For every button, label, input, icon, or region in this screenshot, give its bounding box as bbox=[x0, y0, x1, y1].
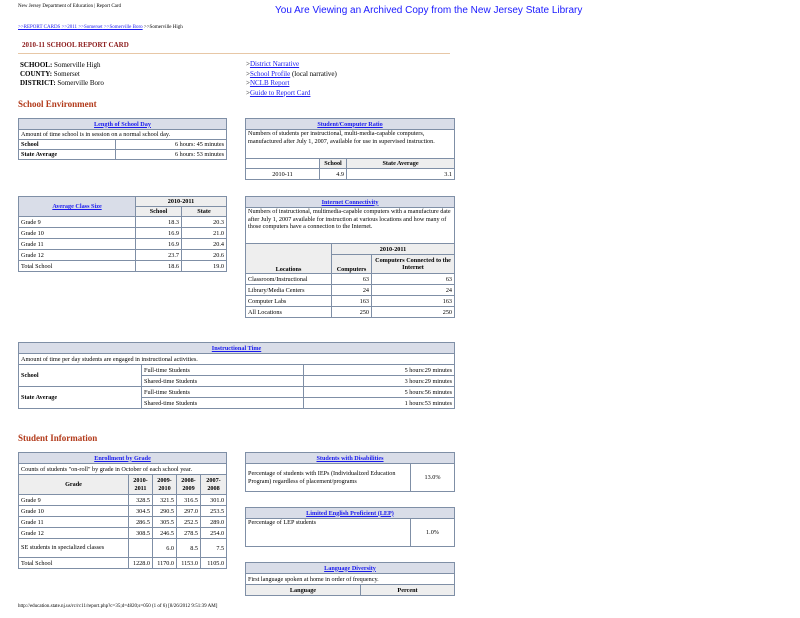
disabilities-value: 13.0% bbox=[411, 464, 455, 492]
archive-banner: You Are Viewing an Archived Copy from the New Jersey State Library bbox=[275, 5, 583, 16]
internet-col-locations: Locations bbox=[246, 244, 332, 274]
county-label: COUNTY: bbox=[20, 70, 53, 78]
disabilities-desc: Percentage of students with IEPs (Individualized Education Program) regardless of placement/programs bbox=[246, 464, 411, 492]
school-day-desc: Amount of time school is in session on a normal school day. bbox=[19, 130, 227, 140]
school-label: SCHOOL: bbox=[20, 61, 53, 69]
school-day-row-value: 6 hours: 53 minutes bbox=[116, 150, 227, 160]
title-divider bbox=[18, 53, 450, 54]
internet-col-computers: Computers bbox=[332, 255, 372, 274]
enrollment-value: 316.5 bbox=[177, 495, 201, 506]
enrollment-value: 246.5 bbox=[153, 528, 177, 539]
enrollment-value: 289.0 bbox=[201, 517, 227, 528]
enrollment-grade: Grade 12 bbox=[19, 528, 129, 539]
class-size-grade: Grade 9 bbox=[19, 217, 136, 228]
breadcrumb-school: >>Somerville High bbox=[142, 25, 183, 30]
enrollment-col-year: 2007-2008 bbox=[201, 475, 227, 495]
internet-title-cell bbox=[246, 197, 455, 208]
internet-connected: 250 bbox=[372, 307, 455, 318]
instructional-time-school-shared: 3 hours:29 minutes bbox=[304, 376, 455, 387]
district-name: Somerville Boro bbox=[57, 79, 104, 87]
computer-ratio-desc: Numbers of students per instructional, multi-media-capable computers, manufactured after July 1, 2007, available for use in supervised instruction. bbox=[246, 130, 455, 159]
section-student-information: Student Information bbox=[18, 433, 98, 443]
enrollment-value: 290.5 bbox=[153, 506, 177, 517]
enrollment-value: 1105.0 bbox=[201, 558, 227, 569]
class-size-state-value: 20.3 bbox=[182, 217, 227, 228]
class-size-school-value: 16.9 bbox=[136, 228, 182, 239]
enrollment-value: 253.5 bbox=[201, 506, 227, 517]
class-size-table bbox=[18, 196, 227, 272]
language-col-language: Language bbox=[246, 585, 361, 596]
computer-ratio-col-school: School bbox=[320, 159, 347, 169]
language-table bbox=[245, 562, 455, 596]
county-name: Somerset bbox=[53, 70, 80, 78]
class-size-state-value: 19.0 bbox=[182, 261, 227, 272]
enrollment-value: 286.5 bbox=[129, 517, 153, 528]
school-day-table bbox=[18, 118, 227, 160]
instructional-time-title[interactable]: Instructional Time bbox=[211, 344, 262, 352]
enrollment-value: 305.5 bbox=[153, 517, 177, 528]
internet-table bbox=[245, 196, 455, 318]
internet-computers: 163 bbox=[332, 296, 372, 307]
enrollment-grade: SE students in specialized classes bbox=[19, 539, 129, 558]
enrollment-value: 278.5 bbox=[177, 528, 201, 539]
class-size-col-state: State bbox=[182, 207, 227, 217]
enrollment-value: 321.5 bbox=[153, 495, 177, 506]
internet-location: Library/Media Centers bbox=[246, 285, 332, 296]
instructional-time-full-label: Full-time Students bbox=[142, 387, 304, 398]
internet-title[interactable]: Internet Connectivity bbox=[321, 198, 379, 206]
link-school-profile-note: (local narrative) bbox=[290, 69, 337, 78]
computer-ratio-year: 2010-11 bbox=[246, 169, 320, 180]
enrollment-title[interactable]: Enrollment by Grade bbox=[94, 454, 151, 462]
school-info bbox=[20, 61, 104, 88]
internet-computers: 250 bbox=[332, 307, 372, 318]
disabilities-table bbox=[245, 452, 455, 492]
enrollment-value: 6.0 bbox=[153, 539, 177, 558]
enrollment-value: 252.5 bbox=[177, 517, 201, 528]
class-size-grade: Total School bbox=[19, 261, 136, 272]
enrollment-title-cell bbox=[19, 453, 227, 464]
internet-desc: Numbers of instructional, multimedia-capable computers with a manufacture date after July 1, 2007 available for instruction at various locations and how many of those computers have a connection to the Internet. bbox=[246, 208, 455, 244]
instructional-time-school-label: School bbox=[19, 365, 142, 387]
enrollment-col-year: 2010-2011 bbox=[129, 475, 153, 495]
instructional-time-state-label: State Average bbox=[19, 387, 142, 409]
instructional-time-school-full: 5 hours:29 minutes bbox=[304, 365, 455, 376]
instructional-time-table bbox=[18, 342, 455, 409]
class-size-school-value: 16.9 bbox=[136, 239, 182, 250]
lep-desc: Percentage of LEP students bbox=[246, 519, 411, 547]
class-size-title[interactable]: Average Class Size bbox=[52, 203, 102, 210]
class-size-state-value: 20.4 bbox=[182, 239, 227, 250]
enrollment-value bbox=[129, 539, 153, 558]
internet-location: Computer Labs bbox=[246, 296, 332, 307]
enrollment-value: 328.5 bbox=[129, 495, 153, 506]
computer-ratio-title[interactable]: Student/Computer Ratio bbox=[317, 120, 383, 128]
enrollment-desc: Counts of students "on-roll" by grade in October of each school year. bbox=[19, 464, 227, 475]
breadcrumb-county[interactable]: >>Somerset bbox=[77, 25, 103, 30]
enrollment-value: 304.5 bbox=[129, 506, 153, 517]
class-size-title-cell bbox=[19, 197, 136, 217]
lep-title[interactable]: Limited English Proficient (LEP) bbox=[306, 509, 394, 517]
class-size-grade: Grade 10 bbox=[19, 228, 136, 239]
enrollment-value: 297.0 bbox=[177, 506, 201, 517]
language-title-cell bbox=[246, 563, 455, 574]
class-size-col-school: School bbox=[136, 207, 182, 217]
enrollment-value: 301.0 bbox=[201, 495, 227, 506]
page-header-dept: New Jersey Department of Education | Report Card bbox=[18, 4, 122, 9]
district-label: DISTRICT: bbox=[20, 79, 56, 87]
computer-ratio-title-cell bbox=[246, 119, 455, 130]
class-size-state-value: 20.6 bbox=[182, 250, 227, 261]
enrollment-value: 1228.0 bbox=[129, 558, 153, 569]
link-guide[interactable]: Guide to Report Card bbox=[249, 88, 311, 97]
school-day-title-cell bbox=[19, 119, 227, 130]
enrollment-value: 1153.0 bbox=[177, 558, 201, 569]
instructional-time-shared-label: Shared-time Students bbox=[142, 398, 304, 409]
related-links: >District Narrative >School Profile (local narrative) >NCLB Report >Guide to Report Card bbox=[246, 60, 337, 97]
breadcrumb-year[interactable]: >>2011 bbox=[60, 25, 78, 30]
lep-table bbox=[245, 507, 455, 547]
instructional-time-state-shared: 1 hours:53 minutes bbox=[304, 398, 455, 409]
link-nclb-report[interactable]: NCLB Report bbox=[249, 79, 290, 87]
internet-location: All Locations bbox=[246, 307, 332, 318]
enrollment-grade: Total School bbox=[19, 558, 129, 569]
internet-col-connected: Computers Connected to the Internet bbox=[372, 255, 455, 274]
class-size-school-value: 23.7 bbox=[136, 250, 182, 261]
school-day-row-value: 6 hours: 45 minutes bbox=[116, 140, 227, 150]
class-size-grade: Grade 12 bbox=[19, 250, 136, 261]
class-size-year: 2010-2011 bbox=[136, 197, 227, 207]
lep-value: 1.0% bbox=[411, 519, 455, 547]
enrollment-value: 1170.0 bbox=[153, 558, 177, 569]
report-title: 2010-11 SCHOOL REPORT CARD bbox=[22, 41, 129, 49]
internet-connected: 24 bbox=[372, 285, 455, 296]
instructional-time-full-label: Full-time Students bbox=[142, 365, 304, 376]
internet-computers: 63 bbox=[332, 274, 372, 285]
computer-ratio-table bbox=[245, 118, 455, 180]
internet-year: 2010-2011 bbox=[332, 244, 455, 255]
disabilities-title-cell bbox=[246, 453, 455, 464]
breadcrumb bbox=[18, 25, 183, 30]
enrollment-value: 7.5 bbox=[201, 539, 227, 558]
enrollment-value: 308.5 bbox=[129, 528, 153, 539]
enrollment-col-year: 2008-2009 bbox=[177, 475, 201, 495]
instructional-time-title-cell bbox=[19, 343, 455, 354]
enrollment-col-grade: Grade bbox=[19, 475, 129, 495]
enrollment-col-year: 2009-2010 bbox=[153, 475, 177, 495]
class-size-school-value: 18.3 bbox=[136, 217, 182, 228]
enrollment-grade: Grade 9 bbox=[19, 495, 129, 506]
computer-ratio-state-value: 3.1 bbox=[347, 169, 455, 180]
class-size-school-value: 18.6 bbox=[136, 261, 182, 272]
section-school-environment: School Environment bbox=[18, 99, 97, 109]
enrollment-table bbox=[18, 452, 227, 569]
lep-title-cell bbox=[246, 508, 455, 519]
page-footer-url: http://education.state.nj.us/rc/rc11/report.php?c=35;d=4820;s=050 (1 of 6) [8/26/2012 9:51:39 AM] bbox=[18, 604, 218, 609]
language-desc: First language spoken at home in order of frequency. bbox=[246, 574, 455, 585]
disabilities-title[interactable]: Students with Disabilities bbox=[316, 454, 384, 462]
enrollment-value: 8.5 bbox=[177, 539, 201, 558]
internet-connected: 163 bbox=[372, 296, 455, 307]
internet-connected: 63 bbox=[372, 274, 455, 285]
language-title[interactable]: Language Diversity bbox=[324, 564, 376, 572]
instructional-time-shared-label: Shared-time Students bbox=[142, 376, 304, 387]
breadcrumb-report-cards[interactable]: >>REPORT CARDS bbox=[18, 25, 61, 30]
school-day-row-label: State Average bbox=[19, 150, 116, 160]
class-size-state-value: 21.0 bbox=[182, 228, 227, 239]
computer-ratio-col-state: State Average bbox=[347, 159, 455, 169]
instructional-time-desc: Amount of time per day students are engaged in instructional activities. bbox=[19, 354, 455, 365]
school-name: Somerville High bbox=[54, 61, 101, 69]
school-day-row-label: School bbox=[19, 140, 116, 150]
enrollment-value: 254.0 bbox=[201, 528, 227, 539]
link-school-profile[interactable]: School Profile bbox=[249, 69, 291, 78]
computer-ratio-blank bbox=[246, 159, 320, 169]
internet-computers: 24 bbox=[332, 285, 372, 296]
internet-location: Classroom/Instructional bbox=[246, 274, 332, 285]
enrollment-grade: Grade 10 bbox=[19, 506, 129, 517]
instructional-time-state-full: 5 hours:56 minutes bbox=[304, 387, 455, 398]
enrollment-grade: Grade 11 bbox=[19, 517, 129, 528]
computer-ratio-school-value: 4.9 bbox=[320, 169, 347, 180]
class-size-grade: Grade 11 bbox=[19, 239, 136, 250]
link-district-narrative[interactable]: District Narrative bbox=[249, 60, 300, 68]
language-col-percent: Percent bbox=[361, 585, 455, 596]
breadcrumb-district[interactable]: >>Somerville Boro bbox=[102, 25, 143, 30]
school-day-title[interactable]: Length of School Day bbox=[94, 120, 151, 128]
